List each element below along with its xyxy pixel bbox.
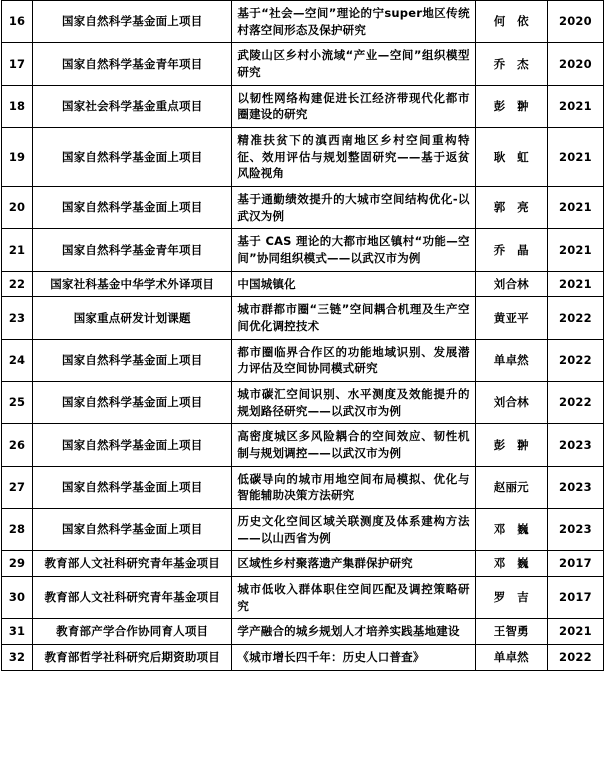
table-row (2, 619, 604, 645)
project-leader: 罗 吉 (475, 577, 547, 619)
project-category: 国家自然科学基金面上项目 (33, 187, 232, 229)
row-index: 19 (2, 128, 33, 187)
table-row (2, 43, 604, 85)
project-category: 教育部产学合作协同育人项目 (33, 619, 232, 645)
project-title: 区域性乡村聚落遗产集群保护研究 (232, 551, 475, 577)
project-title: 基于 CAS 理论的大都市地区镇村“功能—空间”协同组织模式——以武汉市为例 (232, 229, 475, 271)
project-year: 2020 (547, 1, 603, 43)
project-leader: 王智勇 (475, 619, 547, 645)
project-title: 城市碳汇空间识别、水平测度及效能提升的规划路径研究——以武汉市为例 (232, 382, 475, 424)
table-row (2, 577, 604, 619)
project-title: 以韧性网络构建促进长江经济带现代化都市圈建设的研究 (232, 85, 475, 127)
table-row (2, 297, 604, 339)
table-row (2, 424, 604, 466)
table-row (2, 382, 604, 424)
project-title: 高密度城区多风险耦合的空间效应、韧性机制与规划调控——以武汉市为例 (232, 424, 475, 466)
row-index: 29 (2, 551, 33, 577)
row-index: 24 (2, 339, 33, 381)
project-year: 2023 (547, 509, 603, 551)
project-leader: 乔 杰 (475, 43, 547, 85)
table-row (2, 229, 604, 271)
project-category: 国家自然科学基金面上项目 (33, 128, 232, 187)
table-row (2, 645, 604, 671)
project-category: 国家自然科学基金青年项目 (33, 229, 232, 271)
project-category: 国家自然科学基金青年项目 (33, 43, 232, 85)
row-index: 18 (2, 85, 33, 127)
table-row (2, 187, 604, 229)
project-year: 2022 (547, 382, 603, 424)
project-category: 国家自然科学基金面上项目 (33, 509, 232, 551)
table-row (2, 466, 604, 508)
project-leader: 单卓然 (475, 645, 547, 671)
project-year: 2022 (547, 645, 603, 671)
row-index: 21 (2, 229, 33, 271)
row-index: 31 (2, 619, 33, 645)
project-year: 2017 (547, 577, 603, 619)
project-year: 2021 (547, 187, 603, 229)
project-title: 武陵山区乡村小流域“产业—空间”组织模型研究 (232, 43, 475, 85)
project-title: 低碳导向的城市用地空间布局模拟、优化与智能辅助决策方法研究 (232, 466, 475, 508)
table-row (2, 271, 604, 297)
table-row (2, 128, 604, 187)
row-index: 23 (2, 297, 33, 339)
table-row (2, 85, 604, 127)
table-body (2, 1, 604, 671)
project-title: 学产融合的城乡规划人才培养实践基地建设 (232, 619, 475, 645)
table-row (2, 551, 604, 577)
project-title: 中国城镇化 (232, 271, 475, 297)
project-leader: 黄亚平 (475, 297, 547, 339)
project-category: 国家自然科学基金面上项目 (33, 466, 232, 508)
project-leader: 刘合林 (475, 382, 547, 424)
project-category: 教育部人文社科研究青年基金项目 (33, 577, 232, 619)
project-category: 教育部哲学社科研究后期资助项目 (33, 645, 232, 671)
project-title: 精准扶贫下的滇西南地区乡村空间重构特征、效用评估与规划整固研究——基于返贫风险视角 (232, 128, 475, 187)
project-year: 2022 (547, 339, 603, 381)
row-index: 26 (2, 424, 33, 466)
project-year: 2021 (547, 229, 603, 271)
project-leader: 刘合林 (475, 271, 547, 297)
project-leader: 郭 亮 (475, 187, 547, 229)
project-category: 国家自然科学基金面上项目 (33, 339, 232, 381)
project-category: 教育部人文社科研究青年基金项目 (33, 551, 232, 577)
project-year: 2022 (547, 297, 603, 339)
project-year: 2021 (547, 128, 603, 187)
row-index: 22 (2, 271, 33, 297)
project-leader: 何 依 (475, 1, 547, 43)
row-index: 25 (2, 382, 33, 424)
project-leader: 邓 巍 (475, 509, 547, 551)
project-year: 2017 (547, 551, 603, 577)
project-leader: 耿 虹 (475, 128, 547, 187)
project-year: 2023 (547, 424, 603, 466)
project-title: 都市圈临界合作区的功能地域识别、发展潜力评估及空间协同模式研究 (232, 339, 475, 381)
project-leader: 彭 翀 (475, 424, 547, 466)
project-title: 《城市增长四千年：历史人口普查》 (232, 645, 475, 671)
project-title: 基于“社会—空间”理论的宁super地区传统村落空间形态及保护研究 (232, 1, 475, 43)
project-leader: 乔 晶 (475, 229, 547, 271)
row-index: 32 (2, 645, 33, 671)
project-category: 国家社会科学基金重点项目 (33, 85, 232, 127)
table-row (2, 509, 604, 551)
project-category: 国家自然科学基金面上项目 (33, 382, 232, 424)
row-index: 30 (2, 577, 33, 619)
project-year: 2021 (547, 271, 603, 297)
table-row (2, 339, 604, 381)
row-index: 20 (2, 187, 33, 229)
row-index: 27 (2, 466, 33, 508)
project-title: 城市低收入群体职住空间匹配及调控策略研究 (232, 577, 475, 619)
research-projects-table (1, 0, 604, 671)
project-year: 2020 (547, 43, 603, 85)
project-year: 2021 (547, 85, 603, 127)
row-index: 28 (2, 509, 33, 551)
project-leader: 彭 翀 (475, 85, 547, 127)
project-title: 城市群都市圈“三链”空间耦合机理及生产空间优化调控技术 (232, 297, 475, 339)
project-title: 基于通勤绩效提升的大城市空间结构优化-以武汉为例 (232, 187, 475, 229)
project-year: 2021 (547, 619, 603, 645)
table-row (2, 1, 604, 43)
project-leader: 单卓然 (475, 339, 547, 381)
project-title: 历史文化空间区域关联测度及体系建构方法——以山西省为例 (232, 509, 475, 551)
project-category: 国家自然科学基金面上项目 (33, 424, 232, 466)
project-category: 国家重点研发计划课题 (33, 297, 232, 339)
project-leader: 赵丽元 (475, 466, 547, 508)
project-leader: 邓 巍 (475, 551, 547, 577)
project-year: 2023 (547, 466, 603, 508)
project-category: 国家社科基金中华学术外译项目 (33, 271, 232, 297)
row-index: 16 (2, 1, 33, 43)
project-category: 国家自然科学基金面上项目 (33, 1, 232, 43)
row-index: 17 (2, 43, 33, 85)
